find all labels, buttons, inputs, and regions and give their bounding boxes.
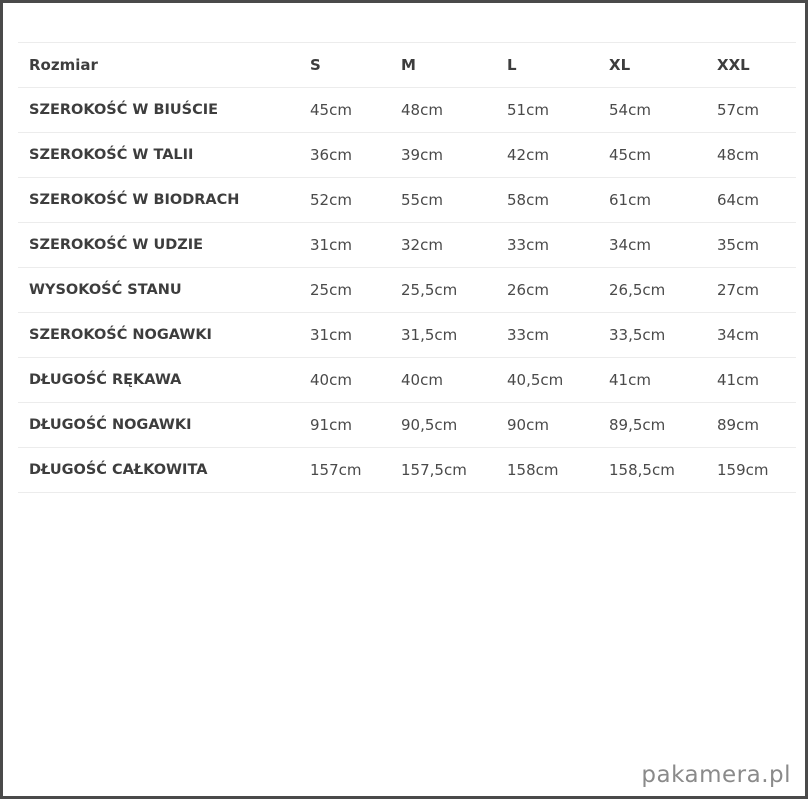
table-cell: 48cm xyxy=(390,88,496,133)
table-cell: 31cm xyxy=(299,223,390,268)
row-label: SZEROKOŚĆ W BIODRACH xyxy=(18,178,299,223)
header-size-xxl: XXL xyxy=(706,43,796,88)
table-cell: 41cm xyxy=(706,358,796,403)
table-row xyxy=(18,268,796,313)
table-cell: 39cm xyxy=(390,133,496,178)
table-cell: 25cm xyxy=(299,268,390,313)
table-cell: 61cm xyxy=(598,178,706,223)
table-cell: 45cm xyxy=(299,88,390,133)
table-row xyxy=(18,313,796,358)
header-size-m: M xyxy=(390,43,496,88)
size-chart-table xyxy=(18,42,796,493)
table-row xyxy=(18,223,796,268)
table-cell: 41cm xyxy=(598,358,706,403)
table-cell: 90cm xyxy=(496,403,598,448)
table-header-row xyxy=(18,43,796,88)
table-cell: 42cm xyxy=(496,133,598,178)
row-label: DŁUGOŚĆ NOGAWKI xyxy=(18,403,299,448)
table-cell: 32cm xyxy=(390,223,496,268)
row-label: DŁUGOŚĆ CAŁKOWITA xyxy=(18,448,299,493)
table-cell: 33cm xyxy=(496,313,598,358)
header-size-xl: XL xyxy=(598,43,706,88)
row-label: SZEROKOŚĆ W BIUŚCIE xyxy=(18,88,299,133)
table-cell: 33,5cm xyxy=(598,313,706,358)
row-label: SZEROKOŚĆ W UDZIE xyxy=(18,223,299,268)
table-cell: 52cm xyxy=(299,178,390,223)
header-size-l: L xyxy=(496,43,598,88)
table-cell: 34cm xyxy=(598,223,706,268)
table-cell: 91cm xyxy=(299,403,390,448)
table-cell: 35cm xyxy=(706,223,796,268)
table-cell: 54cm xyxy=(598,88,706,133)
row-label: WYSOKOŚĆ STANU xyxy=(18,268,299,313)
table-cell: 26cm xyxy=(496,268,598,313)
table-cell: 157cm xyxy=(299,448,390,493)
table-cell: 33cm xyxy=(496,223,598,268)
table-cell: 31cm xyxy=(299,313,390,358)
table-cell: 57cm xyxy=(706,88,796,133)
table-cell: 158,5cm xyxy=(598,448,706,493)
header-size-s: S xyxy=(299,43,390,88)
table-cell: 90,5cm xyxy=(390,403,496,448)
table-cell: 48cm xyxy=(706,133,796,178)
table-cell: 34cm xyxy=(706,313,796,358)
table-cell: 58cm xyxy=(496,178,598,223)
pakamera-watermark: pakamera.pl xyxy=(641,762,791,788)
table-row xyxy=(18,88,796,133)
table-cell: 158cm xyxy=(496,448,598,493)
table-row xyxy=(18,178,796,223)
table-cell: 51cm xyxy=(496,88,598,133)
table-row xyxy=(18,133,796,178)
table-cell: 89,5cm xyxy=(598,403,706,448)
row-label: SZEROKOŚĆ NOGAWKI xyxy=(18,313,299,358)
header-size-label: Rozmiar xyxy=(18,43,299,88)
table-row xyxy=(18,448,796,493)
table-cell: 26,5cm xyxy=(598,268,706,313)
table-cell: 25,5cm xyxy=(390,268,496,313)
table-cell: 64cm xyxy=(706,178,796,223)
table-row xyxy=(18,403,796,448)
row-label: DŁUGOŚĆ RĘKAWA xyxy=(18,358,299,403)
table-cell: 89cm xyxy=(706,403,796,448)
table-cell: 36cm xyxy=(299,133,390,178)
table-cell: 45cm xyxy=(598,133,706,178)
table-cell: 27cm xyxy=(706,268,796,313)
table-row xyxy=(18,358,796,403)
table-cell: 40cm xyxy=(390,358,496,403)
table-cell: 157,5cm xyxy=(390,448,496,493)
table-cell: 55cm xyxy=(390,178,496,223)
table-cell: 31,5cm xyxy=(390,313,496,358)
table-cell: 159cm xyxy=(706,448,796,493)
row-label: SZEROKOŚĆ W TALII xyxy=(18,133,299,178)
table-cell: 40cm xyxy=(299,358,390,403)
table-cell: 40,5cm xyxy=(496,358,598,403)
